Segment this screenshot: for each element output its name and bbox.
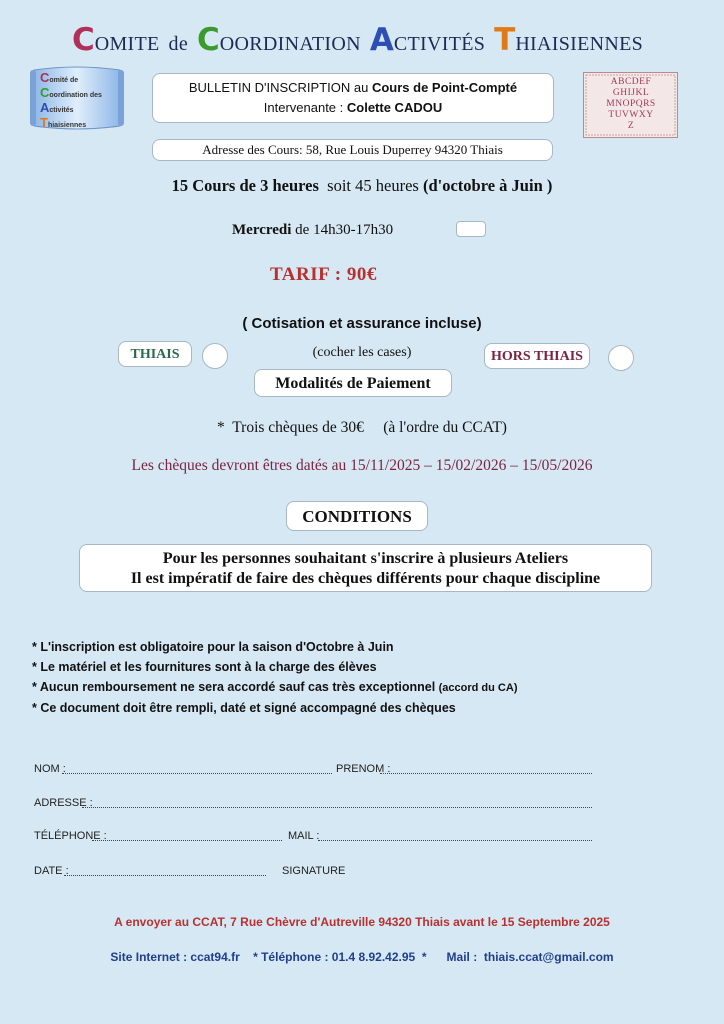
sampler-row: TUVWXY [608, 110, 654, 120]
nom-field[interactable] [62, 773, 332, 774]
title-word: de [168, 33, 189, 55]
ccat-logo [28, 66, 126, 130]
signature-label: SIGNATURE [282, 865, 346, 877]
price: TARIF : 90€ [270, 264, 377, 285]
logo-line: Activités [40, 100, 74, 115]
sampler-row: GHIJKL [612, 88, 650, 98]
cheque-instructions: * Trois chèques de 30€ (à l'ordre du CCAT) [217, 419, 507, 436]
contact-info: Site Internet : ccat94.fr * Téléphone : 01.4 8.92.42.95 * Mail : thiais.ccat@gmail.com [110, 950, 614, 964]
nom-label: NOM : [34, 763, 66, 775]
bulletin-box [152, 73, 554, 123]
prenom-field[interactable] [380, 773, 592, 774]
rule-item: * Aucun remboursement ne sera accordé sauf cas très exceptionnel (accord du CA) [32, 680, 518, 694]
cross-stitch-sampler-image [583, 72, 678, 138]
rule-item: * Le matériel et les fournitures sont à la charge des élèves [32, 660, 377, 674]
title-word: THIAISIENNES [494, 22, 644, 58]
cheque-dates: Les chèques devront êtres datés au 15/11/2025 – 15/02/2026 – 15/05/2026 [131, 457, 593, 474]
rules-list [32, 637, 517, 718]
hors-thiais-checkbox[interactable] [608, 345, 634, 371]
title-word: COMITE [71, 22, 160, 58]
adresse-field[interactable] [82, 807, 592, 808]
bulletin-line-1: BULLETIN D'INSCRIPTION au Cours de Point-Compté [188, 80, 518, 95]
conditions-box [79, 544, 652, 592]
conditions-line-2: Il est impératif de faire des chèques différents pour chaque discipline [130, 570, 601, 587]
schedule-summary: 15 Cours de 3 heures soit 45 heures (d'octobre à Juin ) [171, 176, 553, 195]
sampler-row: ABCDEF [610, 77, 652, 87]
cotisation-note: ( Cotisation et assurance incluse) [242, 315, 482, 332]
sampler-row: Z [627, 121, 635, 131]
course-address: Adresse des Cours: 58, Rue Louis Duperrey 94320 Thiais [152, 139, 553, 161]
telephone-label: TÉLÉPHONE : [34, 830, 107, 842]
send-instructions: A envoyer au CCAT, 7 Rue Chèvre d'Autreville 94320 Thiais avant le 15 Septembre 2025 [114, 915, 610, 929]
rule-item: * Ce document doit être rempli, daté et signé accompagné des chèques [32, 701, 456, 715]
prenom-label: PRENOM : [336, 763, 391, 775]
conditions-title: CONDITIONS [286, 501, 428, 531]
day-checkbox[interactable] [456, 221, 486, 237]
mail-label: MAIL : [288, 830, 320, 842]
mail-field[interactable] [318, 840, 592, 841]
date-label: DATE : [34, 865, 69, 877]
title-word: COORDINATION [197, 22, 361, 58]
bulletin-line-2: Intervenante : Colette CADOU [263, 100, 443, 115]
adresse-label: ADRESSE : [34, 797, 93, 809]
logo-line: Coordination des [40, 85, 102, 100]
logo-line: Thiaisiennes [40, 115, 87, 130]
thiais-option-label: THIAIS [118, 341, 192, 367]
logo-line: Comité de [40, 70, 79, 85]
course-name: Cours de Point-Compté [371, 80, 518, 95]
sampler-row: MNOPQRS [606, 99, 656, 109]
page-title [0, 22, 724, 58]
rule-item: * L'inscription est obligatoire pour la saison d'Octobre à Juin [32, 640, 394, 654]
hors-thiais-option-label: HORS THIAIS [484, 343, 590, 369]
title-word: ACTIVITÉS [369, 22, 486, 58]
telephone-field[interactable] [92, 840, 282, 841]
day-and-time: Mercredi de 14h30-17h30 [232, 222, 394, 238]
conditions-line-1: Pour les personnes souhaitant s'inscrire à plusieurs Ateliers [162, 550, 569, 567]
check-boxes-instruction: (cocher les cases) [312, 345, 412, 360]
date-field[interactable] [64, 875, 266, 876]
payment-modalities-title: Modalités de Paiement [254, 369, 452, 397]
teacher-name: Colette CADOU [346, 100, 443, 115]
